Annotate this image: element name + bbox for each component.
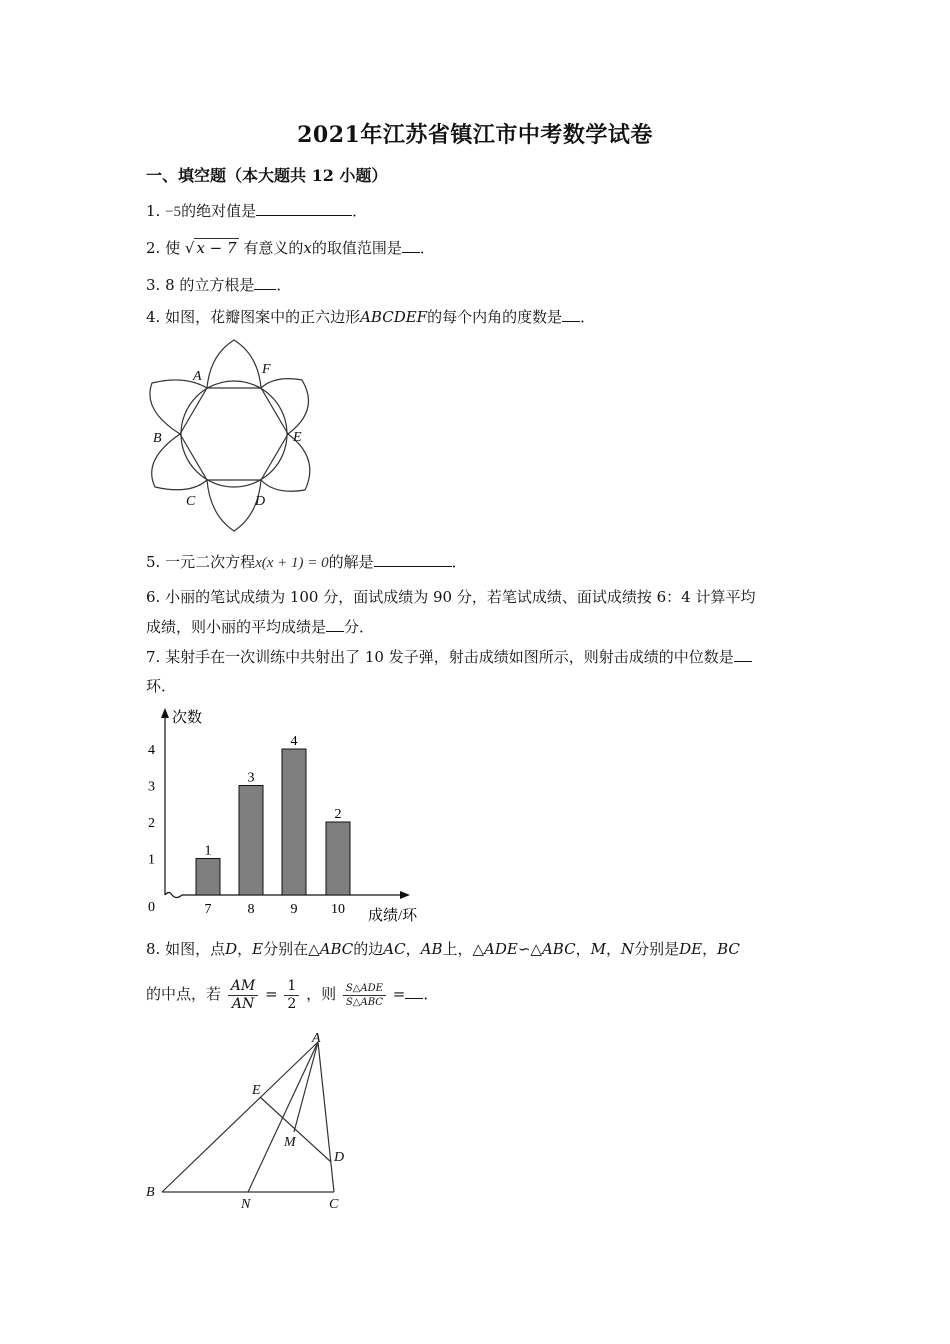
label-E: E [252,1083,261,1098]
q5-end: ． [451,553,467,571]
q5-answer-blank[interactable] [374,551,452,567]
question-3 [146,274,291,295]
q7-bar-chart [140,700,450,930]
hexagon [180,388,288,480]
q8-end: ． [423,985,439,1003]
q2-text2: 的取值范围是 [311,239,402,257]
q8-DE: DE [679,940,703,958]
petal-bottom-right [261,434,310,491]
question-8-line1 [146,939,740,959]
x-tick-label-8: 8 [247,902,255,917]
q8-sep1: ， [237,940,253,958]
q8-N: N [620,940,635,958]
q8-answer-blank[interactable] [405,983,423,999]
label-C: C [329,1197,339,1212]
q8-frac-half [284,978,299,1013]
q3-end: ． [276,276,292,294]
label-E: E [293,430,302,445]
segment-ED [260,1097,331,1162]
q2-radicand: x − 7 [196,239,237,257]
bar-9 [282,749,306,895]
label-D: D [255,494,266,509]
data-label-10: 2 [334,807,342,822]
q8-sep4: ， [605,940,621,958]
q6-end: 分． [344,618,375,636]
q8-triangle-figure [140,1030,370,1220]
petal-top-right [261,379,308,434]
q4-var: ABCDEF [360,308,428,326]
label-A: A [193,369,202,384]
q8-sep5: ， [702,940,718,958]
y-axis-label: 次数 [172,710,203,726]
y-tick-label-2: 2 [148,816,155,831]
q8-frac-am-an [228,978,258,1013]
q2-text1: 有意义的 [243,239,304,257]
question-6-line1: 6. 小丽的笔试成绩为 100 分，面试成绩为 90 分，若笔试成绩、面试成绩按 6：4 计算平均 [146,588,756,606]
q8-AB: AB [420,940,443,958]
label-M: M [284,1135,296,1150]
q5-text2: 的解是 [328,553,374,571]
segment-AN [248,1042,318,1192]
q1-answer-blank[interactable] [256,200,352,216]
frac2-den: 2 [287,995,297,1012]
frac3-den: S△ABC [345,996,383,1008]
q1-expression: −5 [165,204,182,220]
question-5 [146,551,467,573]
q8-BC: BC [717,940,740,958]
bar-7 [196,859,220,896]
label-N: N [241,1197,251,1212]
x-axis-label: 成绩/环 [368,908,418,924]
q8-t1: 8. 如图，点 [146,940,226,958]
q1-number: 1. [146,202,161,220]
frac1-num: AM [228,978,258,996]
section-heading: 一、填空题（本大题共 12 小题） [146,166,388,185]
q4-answer-blank[interactable] [562,306,580,322]
label-A: A [312,1031,321,1046]
label-B: B [146,1185,155,1200]
q8-sep3: ， [575,940,591,958]
q8-frac-area [343,982,386,1009]
q6-text: 成绩，则小丽的平均成绩是 [146,618,327,636]
q1-text: 的绝对值是 [181,202,257,220]
frac2-num: 1 [284,978,299,996]
q7-text: 7. 某射手在一次训练中共射出了 10 发子弹，射击成绩如图所示，则射击成绩的中位数是 [146,648,734,666]
q8-AC: AC [383,940,406,958]
x-tick-label-7: 7 [204,902,212,917]
q5-text1: 5. 一元二次方程 [146,553,256,571]
q4-text2: 的每个内角的度数是 [427,308,563,326]
q2-prefix: 2. 使 [146,239,181,257]
segment-AC [318,1042,334,1192]
label-C: C [186,494,196,509]
bar-8 [239,786,263,896]
segment-AB [162,1042,318,1192]
q8-ADE: ADE [484,940,518,958]
q3-answer-blank[interactable] [254,274,276,290]
q2-end: ． [419,239,435,257]
q5-equation: x(x + 1) = 0 [255,555,329,571]
question-6-line2 [146,616,374,637]
q8-ABC2: ABC [541,940,576,958]
q8-sep2: ， [405,940,421,958]
question-2 [146,237,435,258]
y-tick-label-1: 1 [148,852,155,868]
question-7-line1 [146,646,752,667]
label-F: F [262,362,271,377]
data-label-8: 3 [247,770,255,786]
inner-circle [181,381,287,487]
q7-answer-blank[interactable] [734,646,752,662]
q8-M: M [590,940,606,958]
frac1-den: AN [231,995,255,1012]
q8-E: E [252,940,264,958]
x-tick-label-10: 10 [331,902,345,917]
x-tick-label-9: 9 [290,902,298,917]
q8-t6: 的中点，若 [146,985,222,1003]
q8-t2: 分别在△ [263,940,320,958]
q3-text: 3. 8 的立方根是 [146,276,255,294]
q8-t7: ，则 [306,985,337,1003]
flower-petals [150,340,310,531]
q2-answer-blank[interactable] [402,237,420,253]
q1-end: ． [352,202,368,220]
axis-break [165,893,182,898]
q8-eq2: = [392,985,406,1003]
data-label-7: 1 [204,843,212,859]
q2-var: x [303,239,312,257]
q8-sim: ∽△ [517,940,542,958]
page-title: 2021年江苏省镇江市中考数学试卷 [297,122,653,148]
q8-t4: 上，△ [442,940,485,958]
q6-answer-blank[interactable] [326,616,344,632]
question-8-line2 [146,975,438,1013]
label-D: D [334,1150,345,1165]
frac3-num: S△ADE [343,982,386,996]
q8-eq: = [265,985,278,1003]
q2-sqrt: √ x − 7 [184,239,237,257]
petal-top-left [150,380,207,434]
label-B: B [153,431,162,446]
question-1 [146,200,367,222]
q8-D: D [225,940,238,958]
x-axis-arrow [400,891,410,899]
petal-bottom [207,480,261,531]
q8-t3: 的边 [353,940,384,958]
q4-flower-figure [140,335,330,540]
bar-10 [326,822,350,895]
y-tick-label-4: 4 [148,743,155,758]
q4-text1: 4. 如图，花瓣图案中的正六边形 [146,308,361,326]
y-axis-arrow [161,708,169,718]
y-tick-label-3: 3 [148,779,155,795]
q4-end: ． [580,308,596,326]
q8-t5: 分别是 [634,940,680,958]
question-7-line2: 环． [146,677,177,695]
y-tick-label-0: 0 [148,900,155,915]
q8-ABC1: ABC [319,940,354,958]
question-4 [146,306,595,327]
data-label-9: 4 [290,734,298,749]
